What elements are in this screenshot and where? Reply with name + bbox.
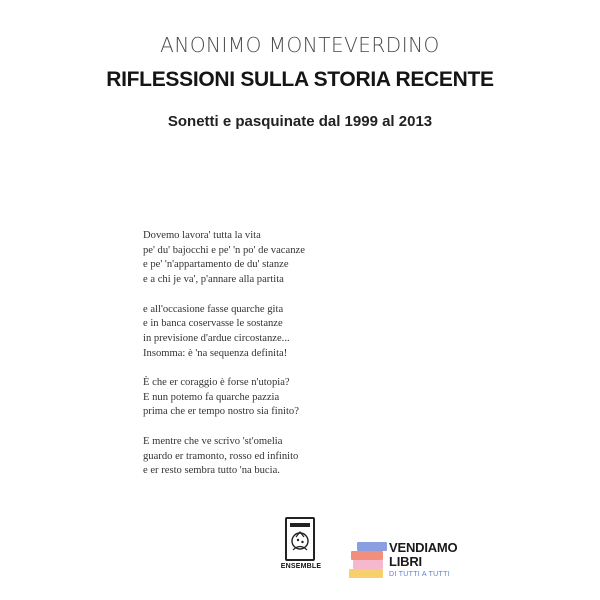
poem-line: guardo er tramonto, rosso ed infinito <box>143 450 299 462</box>
poem-line: E mentre che ve scrivo 'st'omelia <box>143 435 283 447</box>
vendiamo-libri-badge <box>347 536 467 586</box>
poem-line: Dovemo lavora' tutta la vita <box>143 230 261 241</box>
badge-tagline: DI TUTTI A TUTTI <box>389 571 450 578</box>
poem <box>143 229 443 494</box>
poem-stanza <box>143 435 443 479</box>
poem-line: e all'occasione fasse quarche gita <box>143 303 284 315</box>
book-subtitle: Sonetti e pasquinate dal 1999 al 2013 <box>167 113 433 130</box>
book-stripe-icon <box>353 560 383 569</box>
poem-line: e a chi je va', p'annare alla partita <box>143 274 284 286</box>
poem-stanza <box>143 229 443 288</box>
book-stripe-icon <box>357 542 387 551</box>
poem-line: e pe' 'n'appartamento de du' stanze <box>143 259 289 271</box>
poem-line: prima che er tempo nostro sia finito? <box>143 406 299 418</box>
poem-line: Insomma: è 'na sequenza definita! <box>143 347 288 359</box>
badge-line2: LIBRI <box>389 554 422 569</box>
poem-stanza <box>143 376 443 420</box>
poem-line: E nun potemo fa quarche pazzia <box>143 391 280 403</box>
poem-line: È che er coraggio è forse n'utopia? <box>143 377 290 388</box>
poem-line: in previsione d'ardue circostanze... <box>143 332 290 344</box>
book-title: RIFLESSIONI SULLA STORIA RECENTE <box>106 68 494 91</box>
publisher-logo <box>281 517 321 575</box>
author-name: ANONIMO MONTEVERDINO <box>160 33 440 57</box>
publisher-emblem-icon <box>285 517 315 561</box>
book-stripe-icon <box>351 551 383 560</box>
poem-line: e in banca coservasse le sostanze <box>143 318 283 330</box>
poem-stanza <box>143 303 443 362</box>
book-stripe-icon <box>349 569 383 578</box>
badge-line1: VENDIAMO <box>389 540 458 555</box>
poem-line: pe' du' bajocchi e pe' 'n po' de vacanze <box>143 244 305 256</box>
publisher-name: ENSEMBLE <box>280 563 322 570</box>
poem-line: e er resto sembra tutto 'na bucia. <box>143 465 280 477</box>
